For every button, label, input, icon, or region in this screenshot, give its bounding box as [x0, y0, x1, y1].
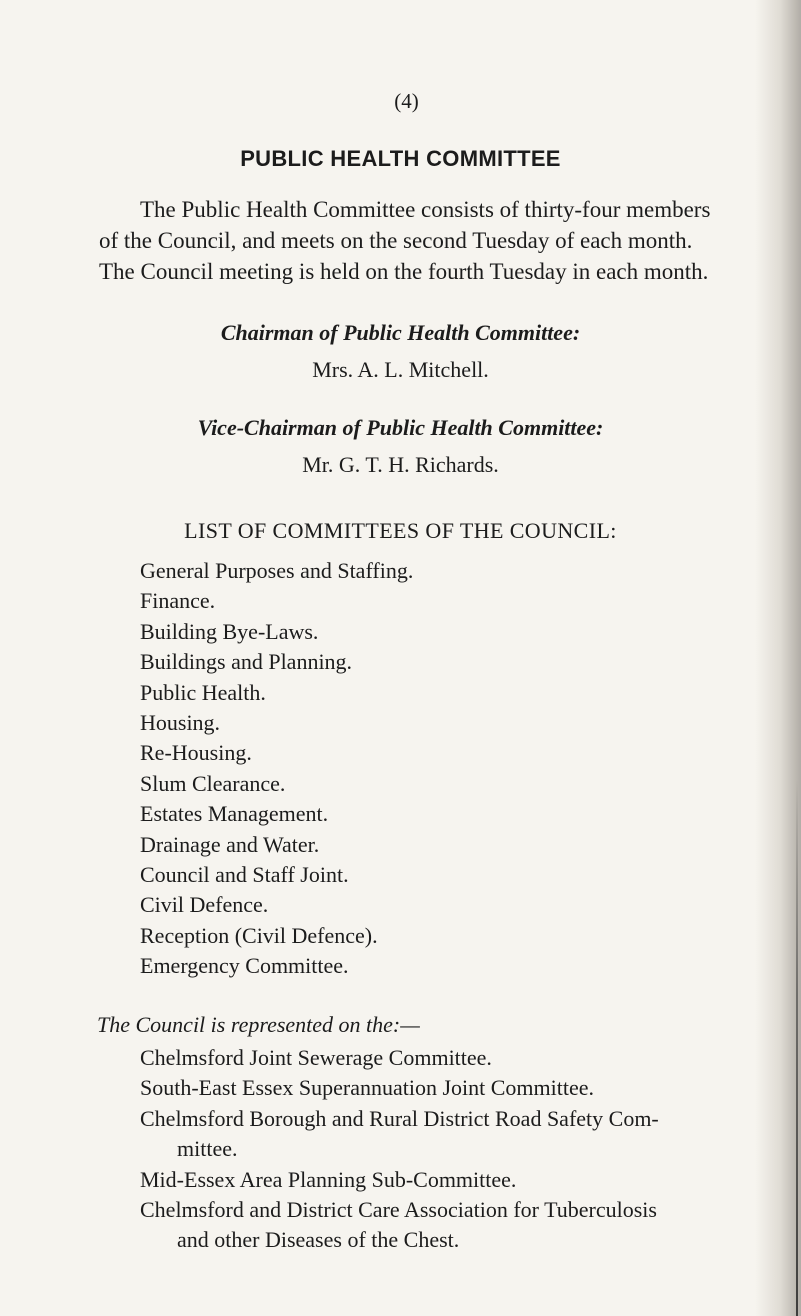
page-number: (4): [394, 89, 419, 113]
chairman-name: Mrs. A. L. Mitchell.: [312, 357, 489, 382]
list-item: Civil Defence.: [140, 892, 269, 918]
committees-list-title: LIST OF COMMITTEES OF THE COUNCIL:: [184, 518, 617, 543]
intro-line-1: The Public Health Committee consists of thirty-four members: [140, 197, 711, 222]
list-item: Slum Clearance.: [140, 770, 286, 796]
represented-line: Chelmsford Borough and Rural District Road Safety Com-: [140, 1105, 659, 1131]
list-item: Reception (Civil Defence).: [140, 922, 378, 948]
represented-line: South-East Essex Superannuation Joint Committee.: [140, 1075, 595, 1101]
list-item: General Purposes and Staffing.: [140, 558, 414, 583]
intro-paragraph: [99, 194, 763, 287]
list-item: Building Bye-Laws.: [140, 618, 319, 644]
vice-chairman-role: Vice-Chairman of Public Health Committee:: [197, 415, 604, 440]
list-item: Finance.: [140, 588, 216, 614]
list-item: [140, 1165, 762, 1195]
list-item: [140, 1195, 762, 1256]
represented-list: [140, 1043, 762, 1256]
represented-line-continued: mittee.: [177, 1136, 238, 1162]
list-item: Drainage and Water.: [140, 831, 320, 857]
vice-chairman-name: Mr. G. T. H. Richards.: [302, 452, 499, 477]
page-edge-line: [796, 780, 798, 1316]
represented-heading: The Council is represented on the:—: [97, 1012, 420, 1037]
page-title: PUBLIC HEALTH COMMITTEE: [240, 146, 561, 171]
list-item: [140, 1073, 762, 1103]
chairman-role: Chairman of Public Health Committee:: [220, 320, 581, 345]
represented-line: Mid-Essex Area Planning Sub-Committee.: [140, 1166, 517, 1192]
intro-line-3: The Council meeting is held on the fourth Tuesday in each month.: [99, 259, 709, 284]
list-item: Emergency Committee.: [140, 953, 349, 979]
list-item: [140, 1104, 762, 1165]
represented-line: Chelmsford Joint Sewerage Committee.: [140, 1045, 492, 1070]
list-item: Council and Staff Joint.: [140, 862, 349, 888]
list-item: Housing.: [140, 710, 221, 736]
represented-line: Chelmsford and District Care Association for Tuberculosis: [140, 1197, 657, 1223]
committees-list: [140, 556, 413, 982]
intro-line-2: of the Council, and meets on the second Tuesday of each month.: [99, 228, 693, 253]
list-item: Re-Housing.: [140, 740, 252, 766]
list-item: Public Health.: [140, 679, 266, 705]
list-item: Estates Management.: [140, 801, 329, 827]
list-item: Buildings and Planning.: [140, 649, 353, 675]
list-item: [140, 1043, 762, 1073]
represented-line-continued: and other Diseases of the Chest.: [177, 1227, 460, 1253]
